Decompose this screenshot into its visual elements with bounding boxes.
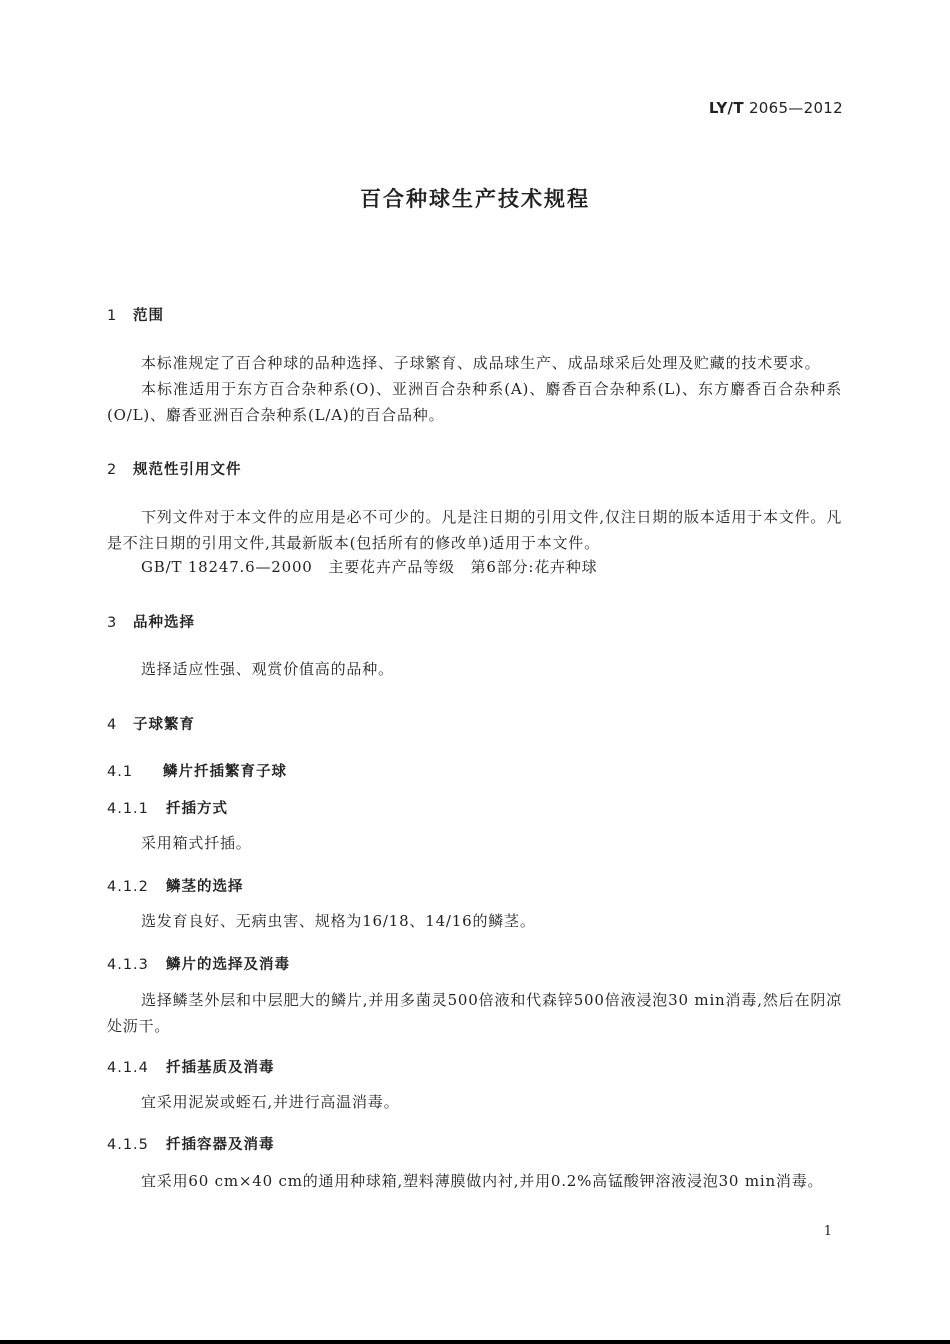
section-number: 4.1.1 — [107, 801, 149, 817]
page-bottom-border — [0, 1340, 950, 1344]
section-3-heading — [107, 611, 195, 632]
section-title: 扦插容器及消毒 — [166, 1137, 275, 1153]
paragraph: 选择鳞茎外层和中层肥大的鳞片,并用多菌灵500倍液和代森锌500倍液浸泡30 min消毒,然后在阴凉处沥干。 — [107, 991, 842, 1035]
standard-number — [709, 99, 843, 117]
normative-reference: GB/T 18247.6—2000 主要花卉产品等级 第6部分:花卉种球 — [141, 558, 598, 576]
paragraph: 宜采用60 cm×40 cm的通用种球箱,塑料薄膜做内衬,并用0.2%高锰酸钾溶液浸泡30 min消毒。 — [141, 1172, 824, 1190]
section-title: 子球繁育 — [133, 717, 195, 733]
page-number: 1 — [823, 1224, 832, 1239]
section-4-1-5-heading — [107, 1133, 275, 1154]
section-number: 4.1.4 — [107, 1060, 149, 1076]
section-4-1-heading — [107, 760, 287, 781]
paragraph: 本标准适用于东方百合杂种系(O)、亚洲百合杂种系(A)、麝香百合杂种系(L)、东方麝香百合杂种系(O/L)、麝香亚洲百合杂种系(L/A)的百合品种。 — [107, 380, 842, 424]
section-4-1-4-heading — [107, 1056, 275, 1077]
section-title: 扦插基质及消毒 — [166, 1060, 275, 1076]
section-4-1-1-heading — [107, 797, 228, 818]
section-title: 范围 — [133, 308, 164, 324]
standard-prefix: LY/T — [708, 99, 744, 117]
section-title: 鳞茎的选择 — [166, 879, 244, 895]
standard-code: 2065—2012 — [748, 99, 843, 117]
section-number: 1 — [107, 308, 118, 324]
paragraph: 宜采用泥炭或蛭石,并进行高温消毒。 — [141, 1093, 400, 1111]
section-1-heading — [107, 304, 164, 325]
paragraph: 选发育良好、无病虫害、规格为16/18、14/16的鳞茎。 — [141, 912, 536, 930]
section-number: 2 — [107, 462, 118, 478]
section-number: 4.1.5 — [107, 1137, 149, 1153]
section-2-heading — [107, 458, 242, 479]
section-number: 4.1.2 — [107, 879, 149, 895]
section-number: 4 — [107, 717, 118, 733]
section-4-heading — [107, 713, 195, 734]
section-title: 鳞片扦插繁育子球 — [163, 764, 287, 780]
section-title: 鳞片的选择及消毒 — [166, 957, 290, 973]
section-number: 4.1.3 — [107, 957, 149, 973]
section-title: 扦插方式 — [166, 801, 228, 817]
paragraph: 本标准规定了百合种球的品种选择、子球繁育、成品球生产、成品球采后处理及贮藏的技术要求。 — [141, 354, 821, 372]
paragraph: 下列文件对于本文件的应用是必不可少的。凡是注日期的引用文件,仅注日期的版本适用于本文件。凡是不注日期的引用文件,其最新版本(包括所有的修改单)适用于本文件。 — [107, 508, 842, 552]
paragraph: 采用箱式扦插。 — [141, 834, 252, 852]
section-number: 4.1 — [107, 764, 134, 780]
section-title: 品种选择 — [133, 615, 195, 631]
paragraph: 选择适应性强、观赏价值高的品种。 — [141, 660, 394, 678]
section-title: 规范性引用文件 — [133, 462, 242, 478]
document-title: 百合种球生产技术规程 — [360, 187, 590, 211]
section-number: 3 — [107, 615, 118, 631]
section-4-1-3-heading — [107, 953, 290, 974]
section-4-1-2-heading — [107, 875, 244, 896]
